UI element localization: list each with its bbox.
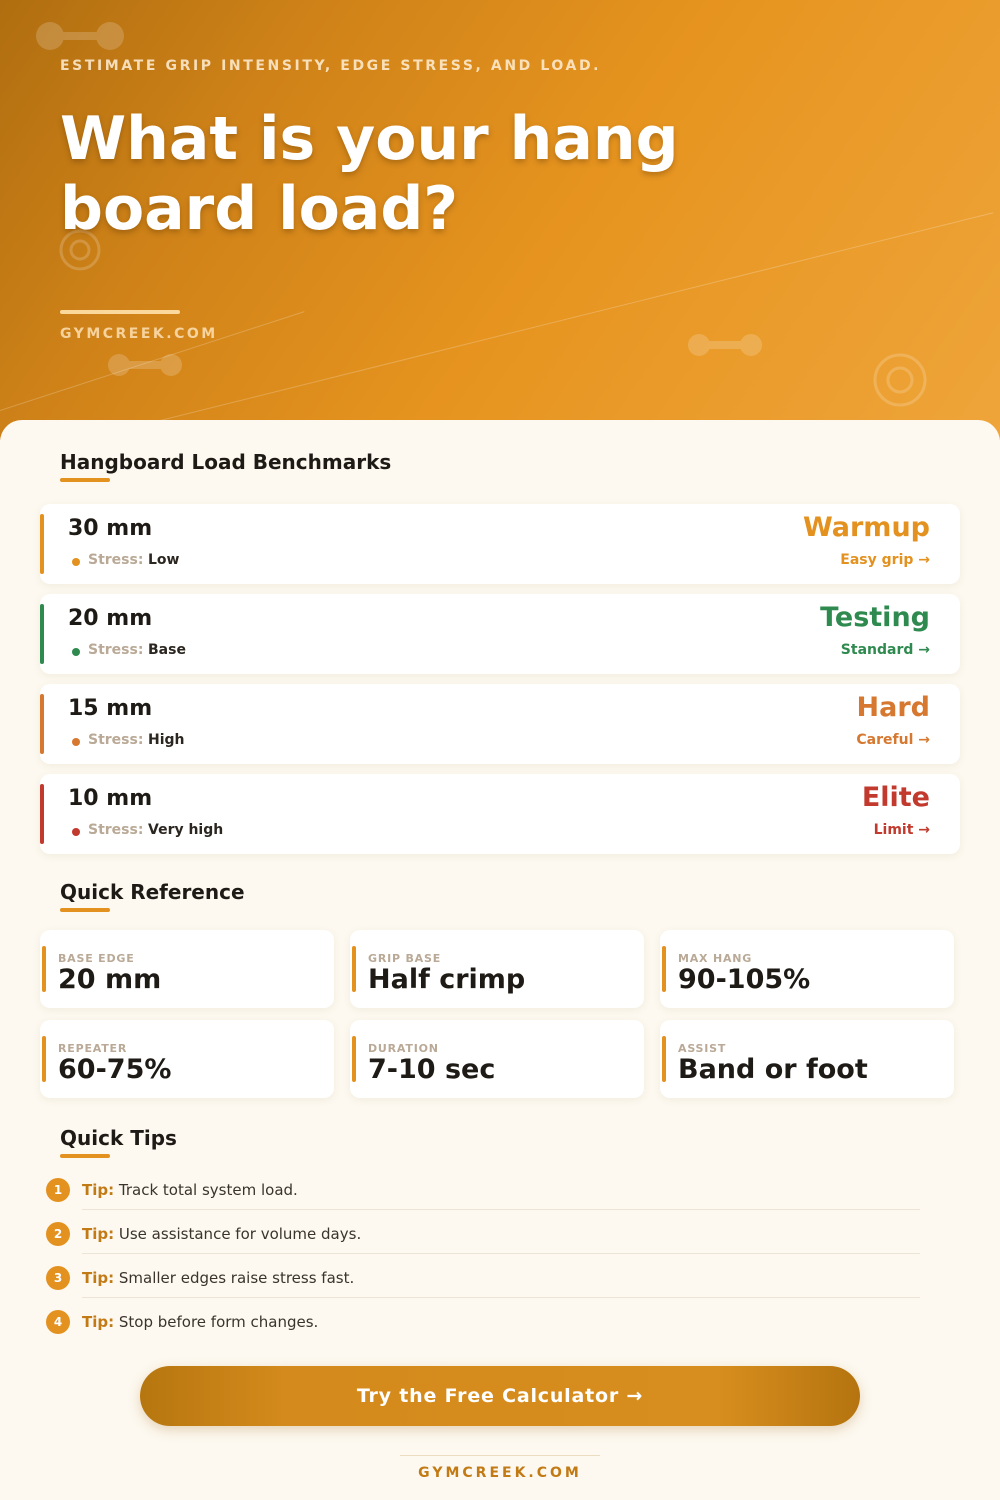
reference-label: DURATION (368, 1042, 439, 1055)
tip-prefix: Tip: (82, 1269, 115, 1287)
stress-dot-icon (72, 648, 80, 656)
benchmark-edge: 15 mm (68, 696, 153, 721)
tip-prefix: Tip: (82, 1181, 115, 1199)
benchmark-edge: 20 mm (68, 606, 153, 631)
reference-card (660, 930, 954, 1008)
tip-text: Use assistance for volume days. (118, 1225, 362, 1243)
quick-tips-title: Quick Tips (60, 1126, 177, 1150)
benchmark-accent-bar (40, 604, 44, 664)
reference-card (350, 930, 644, 1008)
stress-value: High (148, 732, 185, 748)
benchmark-level: Elite (861, 782, 930, 813)
benchmark-edge: 10 mm (68, 786, 153, 811)
benchmark-row[interactable] (40, 774, 960, 854)
reference-label: BASE EDGE (58, 952, 135, 965)
quick-reference-title: Quick Reference (60, 880, 245, 904)
tip-text: Smaller edges raise stress fast. (118, 1269, 355, 1287)
tip-prefix: Tip: (82, 1225, 115, 1243)
reference-label: REPEATER (58, 1042, 128, 1055)
benchmark-edge: 30 mm (68, 516, 153, 541)
tip-divider (82, 1253, 920, 1254)
tip-item (82, 1225, 361, 1243)
reference-label: GRIP BASE (368, 952, 442, 965)
reference-card (40, 930, 334, 1008)
stress-dot-icon (72, 738, 80, 746)
reference-value: 20 mm (58, 964, 162, 995)
reference-value: 60-75% (58, 1054, 172, 1085)
stress-label: Stress: (88, 552, 144, 568)
benchmarks-title: Hangboard Load Benchmarks (60, 450, 392, 474)
benchmark-action-link[interactable]: Limit → (873, 822, 930, 838)
tip-divider (82, 1209, 920, 1210)
benchmark-accent-bar (40, 784, 44, 844)
hero-divider (60, 310, 180, 314)
tip-item (82, 1313, 318, 1331)
benchmark-accent-bar (40, 514, 44, 574)
decor-line (120, 212, 994, 431)
reference-card (40, 1020, 334, 1098)
quick-tips-title-underline (60, 1154, 110, 1158)
stress-dot-icon (72, 828, 80, 836)
reference-accent-bar (662, 1036, 666, 1082)
weight-plate-icon (872, 352, 928, 408)
try-calculator-button[interactable]: Try the Free Calculator → (140, 1366, 860, 1426)
tip-number-badge: 3 (46, 1266, 70, 1290)
benchmark-action-link[interactable]: Careful → (856, 732, 930, 748)
hero-site-name: GYMCREEK.COM (60, 326, 218, 342)
stress-value: Very high (148, 822, 224, 838)
benchmark-row[interactable] (40, 684, 960, 764)
benchmark-row[interactable] (40, 594, 960, 674)
dumbbell-icon (686, 332, 764, 358)
benchmark-level: Warmup (802, 512, 930, 543)
dumbbell-icon (106, 352, 184, 378)
stress-dot-icon (72, 558, 80, 566)
benchmark-row[interactable] (40, 504, 960, 584)
benchmarks-title-underline (60, 478, 110, 482)
reference-value: 90-105% (678, 964, 811, 995)
tip-text: Track total system load. (118, 1181, 298, 1199)
page-title: What is your hang board load? (60, 104, 679, 244)
benchmark-action-link[interactable]: Easy grip → (840, 552, 930, 568)
tip-number-badge: 2 (46, 1222, 70, 1246)
reference-card (350, 1020, 644, 1098)
reference-accent-bar (352, 1036, 356, 1082)
stress-label: Stress: (88, 642, 144, 658)
benchmark-level: Hard (856, 692, 930, 723)
reference-value: Band or foot (678, 1054, 868, 1085)
tip-item (82, 1269, 354, 1287)
tip-item (82, 1181, 298, 1199)
reference-accent-bar (42, 946, 46, 992)
reference-accent-bar (662, 946, 666, 992)
tip-divider (82, 1297, 920, 1298)
reference-value: 7-10 sec (368, 1054, 496, 1085)
dumbbell-icon (34, 20, 126, 52)
hero-eyebrow: ESTIMATE GRIP INTENSITY, EDGE STRESS, AND LOAD. (60, 58, 602, 74)
reference-label: ASSIST (678, 1042, 727, 1055)
benchmark-level: Testing (820, 602, 930, 633)
stress-value: Low (148, 552, 180, 568)
reference-accent-bar (352, 946, 356, 992)
hero-banner (0, 0, 1000, 440)
reference-label: MAX HANG (678, 952, 753, 965)
tip-number-badge: 1 (46, 1178, 70, 1202)
reference-accent-bar (42, 1036, 46, 1082)
stress-label: Stress: (88, 732, 144, 748)
quick-reference-title-underline (60, 908, 110, 912)
stress-value: Base (148, 642, 186, 658)
footer-divider (400, 1455, 600, 1456)
stress-label: Stress: (88, 822, 144, 838)
reference-card (660, 1020, 954, 1098)
benchmark-action-link[interactable]: Standard → (840, 642, 930, 658)
tip-text: Stop before form changes. (118, 1313, 319, 1331)
reference-value: Half crimp (368, 964, 526, 995)
benchmark-accent-bar (40, 694, 44, 754)
tip-prefix: Tip: (82, 1313, 115, 1331)
footer-site-link[interactable]: GYMCREEK.COM (418, 1465, 582, 1481)
tip-number-badge: 4 (46, 1310, 70, 1334)
